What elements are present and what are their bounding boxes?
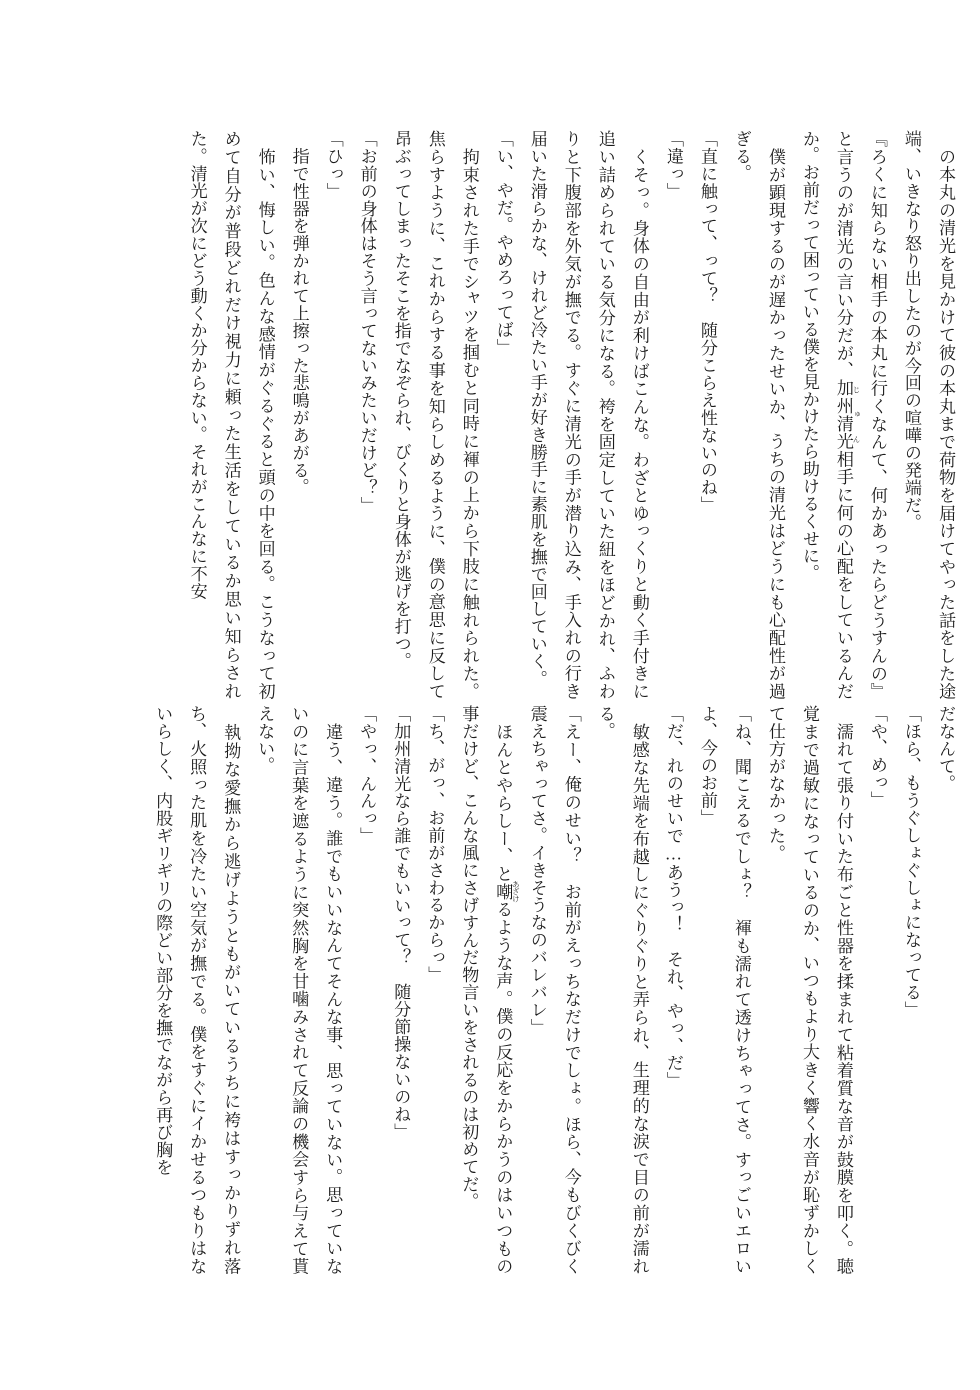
dialogue-line: 「違っ」 <box>663 130 683 200</box>
paragraph-text-part-b: るような声。僕の反応をからかうのはいつもの事だけど、こんな風にさげすんだ物言いをされるのは初めてだ。 <box>459 705 513 1276</box>
dialogue-line: 「直に触って、って？ 随分こらえ性ないのね」 <box>697 130 717 514</box>
dialogue-line: 「加州清光なら誰でもいいって？ 随分節操ないのね」 <box>391 705 411 1141</box>
paragraph: 僕が顕現するのが遅かったせいか、うちの清光はどうにも心配性が過ぎる。 <box>731 130 785 700</box>
paragraph: 敏感な先端を布越しにぐりぐりと弄られ、生理的な涙で目の前が濡れる。 <box>595 705 649 1275</box>
paragraph-text-part-a: ほんとやらしー、と <box>493 705 513 883</box>
dialogue-line: 「やっ、んんっ」 <box>357 705 377 845</box>
lower-text-block <box>90 705 962 1275</box>
paragraph: くそっ。身体の自由が利けばこんな。わざとゆっくりと動く手付きに追い詰められている気分になる。袴を固定していた紐をほどかれ、ふわりと下腹部を外気が撫でる。すぐに清光の手が潜り込み、手入れの行き届いた滑らかな、けれど冷たい手が好き勝手に素肌を撫で回していく。 <box>527 130 649 700</box>
ruby-azakeru: 嘲 あざけ <box>493 880 521 903</box>
paragraph-text-part-b: 相手に何の心配をしているんだか。お前だって困っている僕を見かけたら助けるくせに。 <box>799 130 853 701</box>
dialogue-line: 「ひっ」 <box>323 130 343 200</box>
paragraph: 拘束された手でシャツを掴むと同時に褌の上から下肢に触れられた。焦らすように、これからする事を知らしめるように、僕の意思に反して昂ぶってしまったそこを指でなぞられ、びくりと身体が逃げを打つ。 <box>391 130 479 700</box>
dialogue-line: 「えー、俺のせい？ お前がえっちなだけでしょ。ほら、今もびくびく震えちゃってさ。イきそうなのバレバレ」 <box>527 705 581 1275</box>
paragraph: 濡れて張り付いた布ごと性器を揉まれて粘着質な音が鼓膜を叩く。聴覚まで過敏になっているのか、いつもより大きく響く水音が恥ずかしくて仕方がなかった。 <box>765 705 853 1275</box>
dialogue-line: 「や、めっ」 <box>867 705 887 809</box>
paragraph: 指で性器を弾かれて上擦った悲鳴があがる。 <box>289 130 309 496</box>
paragraph: 怖い、悔しい。色んな感情がぐるぐると頭の中を回る。こうなって初めて自分が普段どれだけ視力に頼った生活をしているか思い知らされた。清光が次にどう動くか分からない。それがこんなに不安 <box>187 130 275 700</box>
ruby-reading: あざけ <box>511 880 521 903</box>
paragraph-with-ruby <box>792 130 894 700</box>
dialogue-line: 「お前の身体はそう言ってないみたいだけど？」 <box>357 130 377 514</box>
ruby-kashuu-kiyomitsu: 加州清光 じゅん <box>833 378 861 451</box>
dialogue-line: 「い、やだ。やめろってば」 <box>493 130 513 356</box>
dialogue-line: 「だ、れのせいで…あうっ！ それ、やっ、だ」 <box>663 705 683 1090</box>
dialogue-line: 「ち、がっ、お前がさわるからっ」 <box>425 705 445 984</box>
dialogue-line: 「ね、聞こえるでしょ？ 褌も濡れて透けちゃってさ。すっごいエロいよ、今のお前」 <box>697 705 751 1275</box>
dialogue-line: 「ほら、もうぐしょぐしょになってる」 <box>901 705 921 1019</box>
upper-text-block <box>90 130 962 700</box>
paragraph: 執拗な愛撫から逃げようともがいているうちに袴はすっかりずれ落ち、火照った肌を冷たい空気が撫でる。僕をすぐにイかせるつもりはないらしく、内股ギリギリの際どい部分を撫でながら再び胸を <box>153 705 241 1275</box>
paragraph: 違う、違う。誰でもいいなんてそんな事、思っていない。思っていないのに言葉を遮るように突然胸を甘噛みされて反論の機会すら与えて貰えない。 <box>255 705 343 1275</box>
paragraph-with-ruby <box>451 705 520 1275</box>
paragraph-text-part-a: 『ろくに知らない相手の本丸に行くなんて、何かあったらどうすんの』と言うのが清光の言い分だが、 <box>833 130 887 700</box>
ruby-reading: じゅん <box>851 378 861 450</box>
paragraph: だなんて。 <box>936 705 955 793</box>
paragraph: の本丸の清光を見かけて彼の本丸まで荷物を届けてやった話をした途端、いきなり怒り出したのが今回の喧嘩の発端だ。 <box>901 130 955 700</box>
